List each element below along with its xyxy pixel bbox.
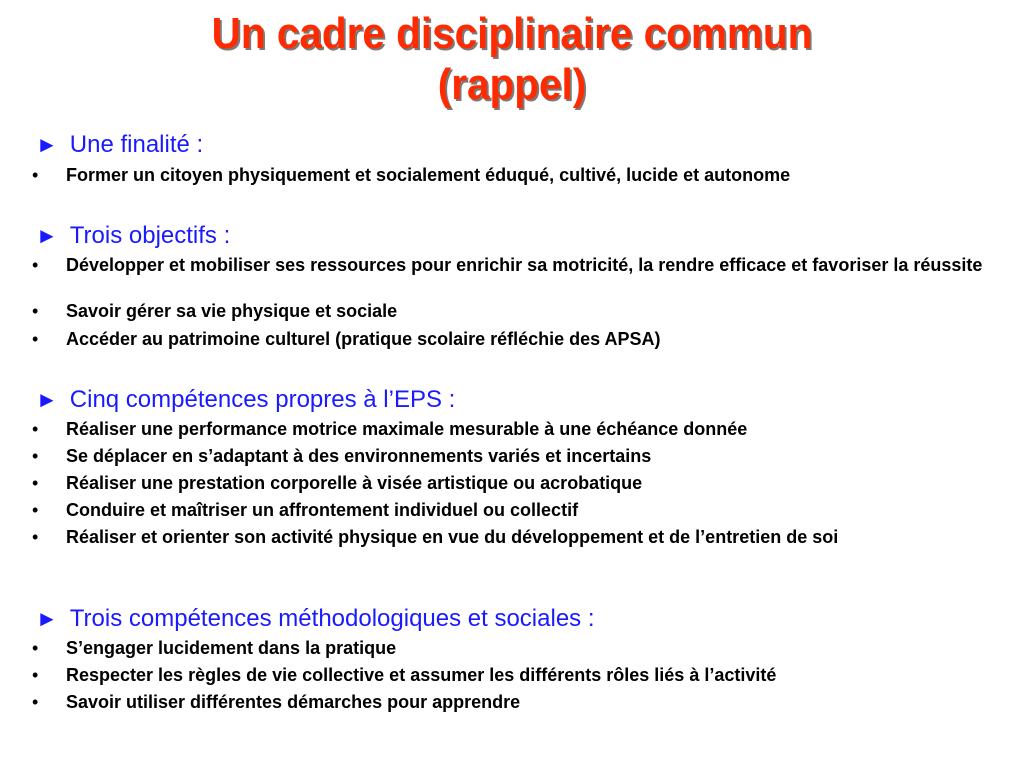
bullet-icon: •	[32, 500, 39, 520]
section-heading-objectifs	[36, 222, 230, 250]
list-item-text: Se déplacer en s’adaptant à des environnements variés et incertains	[66, 446, 652, 466]
list-item	[32, 420, 1012, 439]
list-item-text: Réaliser une prestation corporelle à visée artistique ou acrobatique	[66, 473, 643, 493]
bullet-icon: •	[32, 329, 39, 349]
list-item-text: Respecter les règles de vie collective et assumer les différents rôles liés à l’activité	[66, 665, 777, 685]
list-item-text: Former un citoyen physiquement et socialement éduqué, cultivé, lucide et autonome	[66, 165, 791, 185]
bullet-icon: •	[32, 638, 39, 658]
list-item-text: Accéder au patrimoine culturel (pratique scolaire réfléchie des APSA)	[66, 329, 661, 349]
section-heading-label: Trois compétences méthodologiques et sociales :	[69, 605, 595, 632]
bullet-icon: •	[32, 301, 39, 321]
list-item	[32, 666, 1012, 685]
arrow-right-icon: ►	[36, 132, 58, 157]
list-item-text: Réaliser et orienter son activité physique en vue du développement et de l’entretien de soi	[66, 527, 839, 547]
section-heading-label: Trois objectifs :	[69, 222, 231, 249]
list-item	[32, 330, 1012, 349]
list-item	[32, 302, 1012, 321]
section-heading-competences-propres	[36, 386, 455, 414]
bullet-icon: •	[32, 665, 39, 685]
bullet-icon: •	[32, 165, 39, 185]
list-item	[32, 166, 1012, 185]
bullet-icon: •	[32, 446, 39, 466]
arrow-right-icon: ►	[36, 606, 58, 631]
section-heading-label: Cinq compétences propres à l’EPS :	[69, 386, 456, 413]
bullet-icon: •	[32, 527, 39, 547]
list-item	[32, 693, 1012, 712]
slide-title-line-2: (rappel)	[437, 60, 587, 109]
list-item	[32, 639, 1012, 658]
arrow-right-icon: ►	[36, 387, 58, 412]
list-item-text: Savoir utiliser différentes démarches pour apprendre	[66, 692, 521, 712]
list-item	[32, 474, 1012, 493]
section-heading-label: Une finalité :	[69, 131, 204, 158]
slide-title	[41, 8, 983, 110]
bullet-icon: •	[32, 473, 39, 493]
list-item	[32, 501, 1012, 520]
bullet-icon: •	[32, 419, 39, 439]
bullet-icon: •	[32, 255, 39, 275]
list-item-text: Développer et mobiliser ses ressources pour enrichir sa motricité, la rendre efficace et favoriser la réussite	[66, 255, 983, 275]
list-item-text: Conduire et maîtriser un affrontement individuel ou collectif	[66, 500, 579, 520]
list-item-text: Réaliser une performance motrice maximale mesurable à une échéance donnée	[66, 419, 748, 439]
section-heading-finalite	[36, 131, 203, 159]
list-item	[32, 528, 1012, 547]
list-item	[32, 256, 1012, 275]
list-item	[32, 447, 1012, 466]
list-item-text: Savoir gérer sa vie physique et sociale	[66, 301, 398, 321]
slide-title-line-1: Un cadre disciplinaire commun	[211, 9, 813, 58]
arrow-right-icon: ►	[36, 223, 58, 248]
section-heading-competences-methodologiques	[36, 605, 595, 633]
bullet-icon: •	[32, 692, 39, 712]
list-item-text: S’engager lucidement dans la pratique	[66, 638, 397, 658]
